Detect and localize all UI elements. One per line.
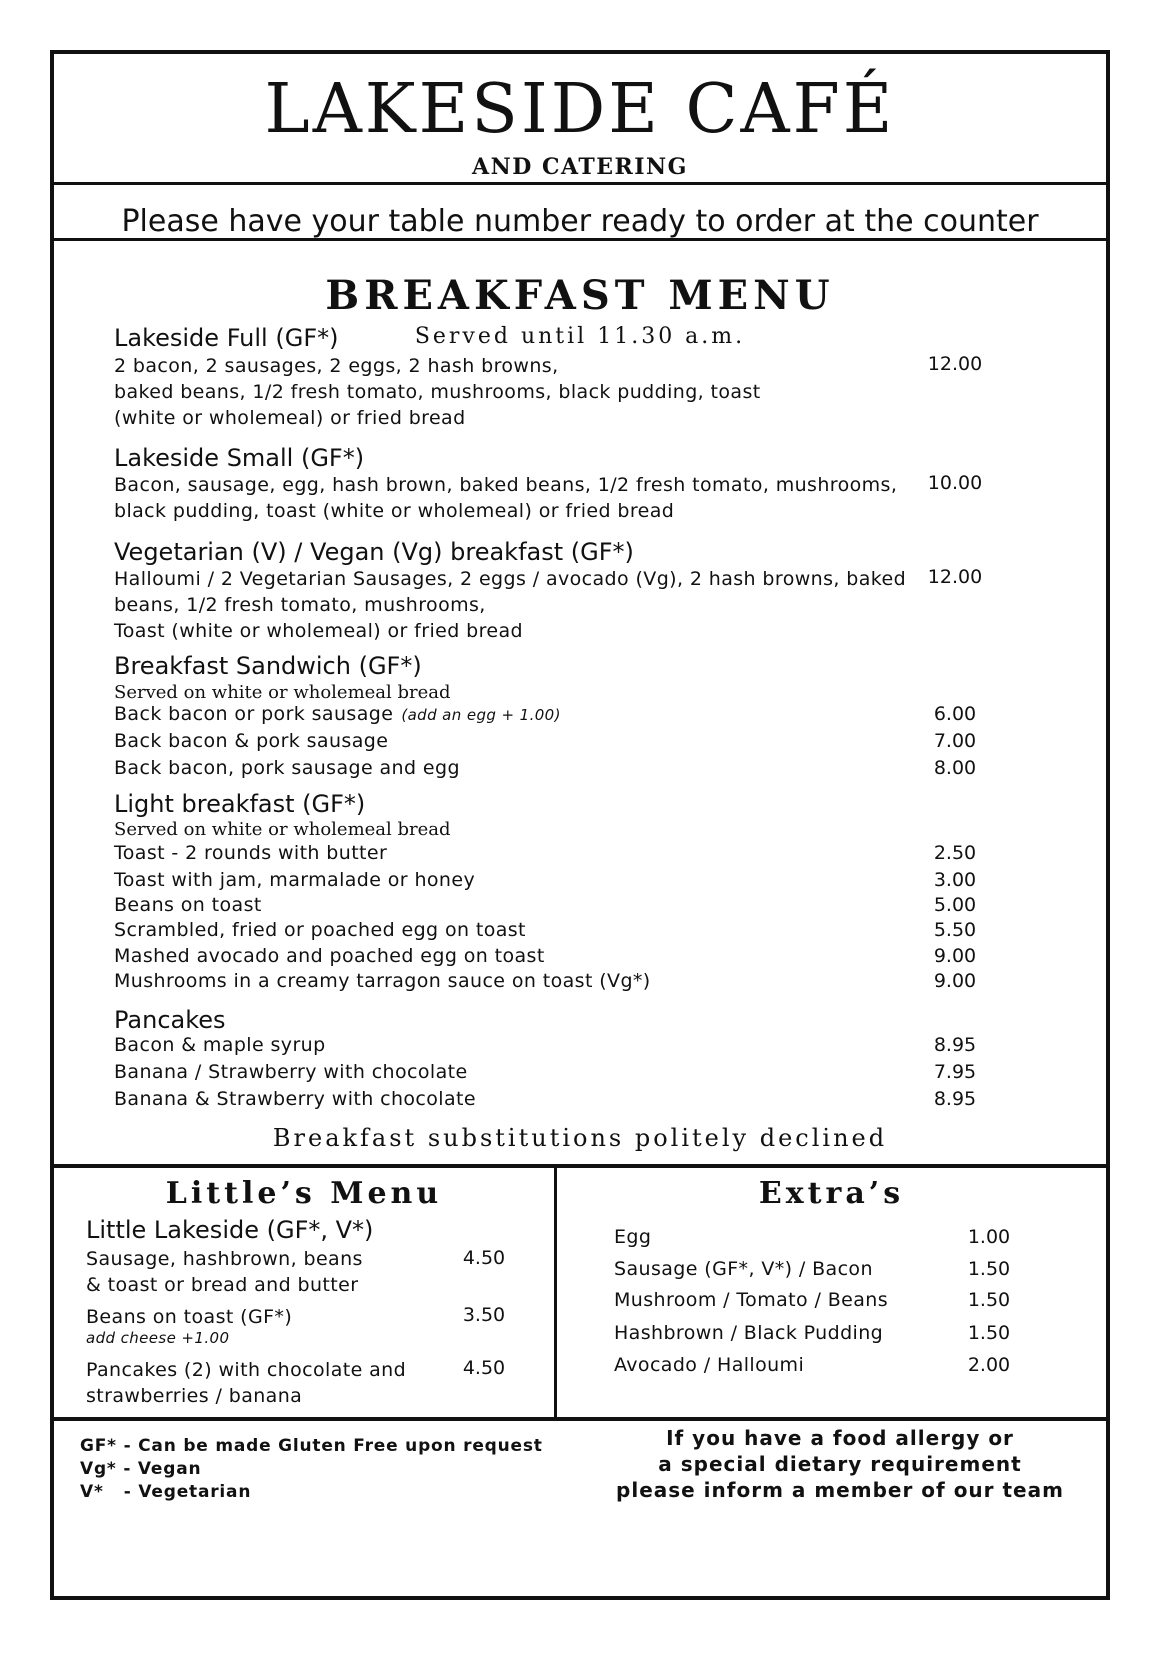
breakfast-served-until: Served until 11.30 a.m. [414, 324, 746, 349]
price: 9.00 [933, 970, 977, 992]
description-line: Bacon, sausage, egg, hash brown, baked beans, 1/2 fresh tomato, mushrooms, [114, 474, 898, 496]
description-line: Halloumi / 2 Vegetarian Sausages, 2 eggs / avocado (Vg), 2 hash browns, baked [114, 568, 907, 590]
menu-item-note: (add an egg + 1.00) [401, 706, 561, 724]
menu-item: Mushrooms in a creamy tarragon sauce on toast (Vg*) [114, 970, 651, 992]
menu-item: Banana / Strawberry with chocolate [114, 1061, 468, 1083]
price: 1.50 [967, 1322, 1011, 1344]
order-notice: Please have your table number ready to order at the counter [121, 204, 1039, 239]
price: 12.00 [927, 353, 983, 375]
lakeside-full-heading: Lakeside Full (GF*) [114, 324, 339, 352]
vegetarian-heading: Vegetarian (V) / Vegan (Vg) breakfast (GF*) [114, 538, 634, 566]
description-line: baked beans, 1/2 fresh tomato, mushrooms, black pudding, toast [114, 381, 761, 403]
description-line: Toast (white or wholemeal) or fried bread [114, 620, 523, 642]
extra-item: Egg [614, 1226, 652, 1248]
page-title: LAKESIDE CAFÉ [264, 70, 896, 149]
price: 3.00 [933, 869, 977, 891]
menu-item: Toast - 2 rounds with butter [114, 842, 388, 864]
breakfast-sandwich-heading: Breakfast Sandwich (GF*) [114, 652, 422, 680]
price: 2.00 [967, 1354, 1011, 1376]
price: 6.00 [933, 703, 977, 725]
allergy-notice-line: If you have a food allergy or [666, 1426, 1014, 1450]
allergy-notice-line: please inform a member of our team [616, 1478, 1064, 1502]
price: 8.95 [933, 1088, 977, 1110]
menu-item [114, 703, 561, 725]
little-lakeside-heading: Little Lakeside (GF*, V*) [86, 1216, 374, 1244]
allergy-notice-line: a special dietary requirement [658, 1452, 1022, 1476]
price: 4.50 [462, 1247, 506, 1269]
menu-item: Back bacon & pork sausage [114, 730, 389, 752]
extra-item: Avocado / Halloumi [614, 1354, 805, 1376]
vegetarian-description [114, 566, 906, 644]
little-lakeside-description [86, 1246, 363, 1298]
extras-title: Extra’s [758, 1176, 905, 1211]
divider [54, 1164, 1106, 1168]
description-line: (white or wholemeal) or fried bread [114, 407, 466, 429]
price: 10.00 [927, 472, 983, 494]
pancakes-heading: Pancakes [114, 1006, 226, 1034]
legend-vegan: Vg* - Vegan [80, 1459, 202, 1479]
little-beans-note: add cheese +1.00 [86, 1329, 230, 1347]
menu-item: Beans on toast [114, 894, 262, 916]
legend-vegetarian: V* - Vegetarian [80, 1482, 252, 1502]
breakfast-title: BREAKFAST MENU [325, 272, 835, 319]
menu-item: Mashed avocado and poached egg on toast [114, 945, 545, 967]
light-breakfast-heading: Light breakfast (GF*) [114, 790, 366, 818]
description-line: & toast or bread and butter [86, 1274, 359, 1296]
price: 3.50 [462, 1304, 506, 1326]
breakfast-sandwich-subheading: Served on white or wholemeal bread [114, 682, 451, 703]
menu-item: Scrambled, fried or poached egg on toast [114, 919, 526, 941]
lakeside-small-description [114, 472, 897, 524]
littles-menu-title: Little’s Menu [165, 1176, 443, 1211]
price: 12.00 [927, 566, 983, 588]
menu-item: Back bacon, pork sausage and egg [114, 757, 460, 779]
extra-item: Sausage (GF*, V*) / Bacon [614, 1258, 873, 1280]
price: 5.00 [933, 894, 977, 916]
menu-item: Banana & Strawberry with chocolate [114, 1088, 476, 1110]
price: 8.00 [933, 757, 977, 779]
description-line: Sausage, hashbrown, beans [86, 1248, 363, 1270]
description-line: black pudding, toast (white or wholemeal) or fried bread [114, 500, 675, 522]
description-line: beans, 1/2 fresh tomato, mushrooms, [114, 594, 486, 616]
menu-frame [50, 50, 1110, 1600]
breakfast-footer-note: Breakfast substitutions politely declined [272, 1124, 888, 1152]
price: 9.00 [933, 945, 977, 967]
price: 7.95 [933, 1061, 977, 1083]
price: 1.50 [967, 1258, 1011, 1280]
price: 1.50 [967, 1289, 1011, 1311]
light-breakfast-subheading: Served on white or wholemeal bread [114, 819, 451, 840]
extra-item: Mushroom / Tomato / Beans [614, 1289, 889, 1311]
menu-item: Bacon & maple syrup [114, 1034, 326, 1056]
description-line: Pancakes (2) with chocolate and [86, 1359, 407, 1381]
divider [54, 1417, 1106, 1421]
divider [54, 238, 1106, 241]
description-line: 2 bacon, 2 sausages, 2 eggs, 2 hash browns, [114, 355, 559, 377]
price: 1.00 [967, 1226, 1011, 1248]
price: 8.95 [933, 1034, 977, 1056]
little-beans-on-toast: Beans on toast (GF*) [86, 1306, 293, 1328]
price: 5.50 [933, 919, 977, 941]
price: 4.50 [462, 1357, 506, 1379]
price: 2.50 [933, 842, 977, 864]
divider [54, 182, 1106, 185]
price: 7.00 [933, 730, 977, 752]
lakeside-full-description [114, 353, 761, 431]
extra-item: Hashbrown / Black Pudding [614, 1322, 884, 1344]
lakeside-small-heading: Lakeside Small (GF*) [114, 444, 365, 472]
description-line: strawberries / banana [86, 1385, 303, 1407]
page-subtitle: AND CATERING [472, 154, 688, 180]
menu-item-label: Back bacon or pork sausage [114, 703, 394, 725]
legend-gluten-free: GF* - Can be made Gluten Free upon request [80, 1436, 543, 1456]
little-pancakes-description [86, 1357, 406, 1409]
menu-item: Toast with jam, marmalade or honey [114, 869, 476, 891]
